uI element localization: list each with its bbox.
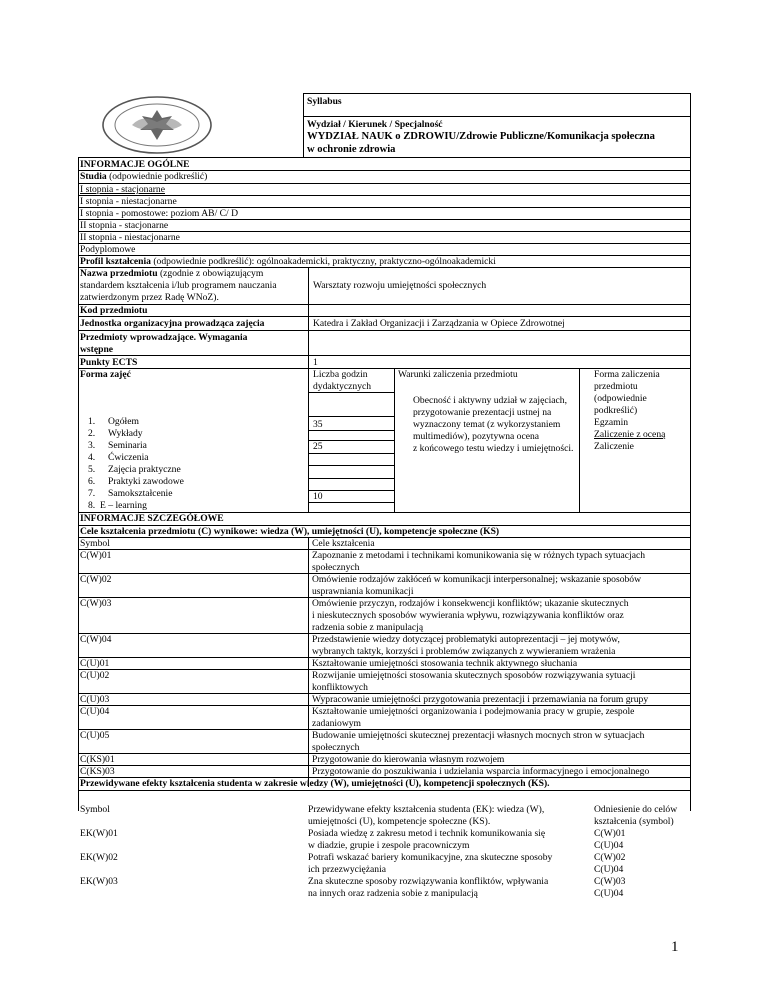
- goals-title: Cele kształcenia przedmiotu (C) wynikowe: wiedza (W), umiejętności (U), kompetencje społeczne (KS): [80, 526, 500, 537]
- form-num-6: 6.: [88, 476, 96, 487]
- general-info-title: INFORMACJE OGÓLNE: [80, 159, 190, 170]
- hours-total: 35: [313, 419, 323, 430]
- form-name-3: Seminaria: [108, 440, 147, 451]
- effect-text: ich przezwyciężania: [308, 864, 387, 875]
- effects-ref-header-1: Odniesienie do celów: [594, 804, 678, 815]
- credit-form-header-4: podkreślić): [594, 405, 638, 416]
- hours-header-2: dydaktycznych: [313, 381, 372, 392]
- faculty-label: Wydział / Kierunek / Specjalność: [307, 119, 443, 130]
- effect-symbol: EK(W)02: [80, 852, 118, 863]
- form-name-5: Zajęcia praktyczne: [108, 464, 181, 475]
- goal-symbol: C(U)03: [80, 694, 110, 705]
- goal-symbol: C(U)05: [80, 730, 110, 741]
- course-name-value: Warsztaty rozwoju umiejętności społecznych: [313, 280, 487, 291]
- goal-text: Kształtowanie umiejętności stosowania technik aktywnego słuchania: [312, 658, 578, 669]
- goal-text: radzenia sobie z manipulacją: [312, 622, 424, 633]
- study-option-1[interactable]: I stopnia - stacjonarne: [80, 184, 165, 195]
- form-name-8: E – learning: [100, 500, 147, 511]
- unit-label: Jednostka organizacyjna prowadząca zajęcia: [80, 318, 265, 329]
- goal-text: konfliktowych: [312, 682, 368, 693]
- hours-self-study: 10: [313, 491, 323, 502]
- goal-text: i nieskutecznych sposobów wywierania wpływu, rozwiązywania konfliktów oraz: [312, 610, 624, 621]
- effect-ref: C(W)03: [594, 876, 626, 887]
- course-code-label: Kod przedmiotu: [80, 305, 148, 316]
- form-num-1: 1.: [88, 416, 96, 427]
- goal-text: społecznych: [312, 742, 360, 753]
- goal-text: Przygotowanie do kierowania własnym rozwojem: [312, 754, 505, 765]
- goal-text: zadaniowym: [312, 718, 362, 729]
- effects-ref-header-2: kształcenia (symbol): [594, 816, 674, 827]
- profile-row: Profil kształcenia (odpowiednie podkreślić): ogólnoakademicki, praktyczny, praktyczno-ogólnoakademicki: [80, 256, 496, 267]
- course-name-note-2: standardem kształcenia i/lub programem nauczania: [80, 280, 277, 291]
- goal-symbol: C(W)04: [80, 634, 112, 645]
- detailed-info-title: INFORMACJE SZCZEGÓŁOWE: [80, 513, 224, 524]
- form-name-7: Samokształcenie: [108, 488, 173, 499]
- hours-header-1: Liczba godzin: [313, 369, 368, 380]
- faculty-line-2: w ochronie zdrowia: [307, 144, 396, 155]
- goal-symbol: C(U)04: [80, 706, 110, 717]
- effect-ref: C(U)04: [594, 840, 624, 851]
- goal-text: Przedstawienie wiedzy dotyczącej problematyki autoprezentacji – jej motywów,: [312, 634, 620, 645]
- study-option-3[interactable]: I stopnia - pomostowe: poziom AB/ C/ D: [80, 208, 239, 219]
- effect-ref: C(U)04: [594, 864, 624, 875]
- study-option-5[interactable]: II stopnia - niestacjonarne: [80, 232, 180, 243]
- conditions-line-3: wyznaczony temat (z wykorzystaniem: [413, 419, 561, 430]
- goal-text: Kształtowanie umiejętności organizowania i podejmowania pracy w grupie, zespole: [312, 706, 635, 717]
- study-option-6[interactable]: Podyplomowe: [80, 244, 136, 255]
- goal-text: Budowanie umiejętności skutecznej prezentacji własnych mocnych stron w sytuacjach: [312, 730, 645, 741]
- prereq-line-2: wstępne: [80, 344, 114, 355]
- form-name-6: Praktyki zawodowe: [108, 476, 184, 487]
- ects-value: 1: [313, 357, 318, 368]
- form-name-2: Wykłady: [108, 428, 143, 439]
- form-num-3: 3.: [88, 440, 96, 451]
- hours-seminars: 25: [313, 441, 323, 452]
- university-seal-logo: [102, 96, 212, 154]
- credit-form-pass[interactable]: Zaliczenie: [594, 441, 634, 452]
- ects-label: Punkty ECTS: [80, 357, 138, 368]
- effects-desc-header-1: Przewidywane efekty kształcenia studenta (EK): wiedza (W),: [308, 804, 545, 815]
- form-num-8: 8.: [88, 500, 96, 511]
- forms-label: Forma zajęć: [80, 369, 131, 380]
- study-option-2[interactable]: I stopnia - niestacjonarne: [80, 196, 177, 207]
- goal-symbol: C(W)03: [80, 598, 112, 609]
- conditions-header: Warunki zaliczenia przedmiotu: [398, 369, 518, 380]
- goal-text: Rozwijanie umiejętności stosowania skutecznych sposobów rozwiązywania sytuacji: [312, 670, 636, 681]
- conditions-line-1: Obecność i aktywny udział w zajęciach,: [413, 395, 567, 406]
- effects-desc-header-2: umiejętności (U), kompetencje społeczne (KS).: [308, 816, 491, 827]
- effect-ref: C(W)01: [594, 828, 626, 839]
- course-name-note-3: zatwierdzonym przez Radę WNoZ).: [80, 292, 219, 303]
- form-num-4: 4.: [88, 452, 96, 463]
- form-name-1: Ogółem: [108, 416, 139, 427]
- form-num-7: 7.: [88, 488, 96, 499]
- goals-desc-header: Cele kształcenia: [312, 538, 375, 549]
- effects-title: Przewidywane efekty kształcenia studenta w zakresie wiedzy (W), umiejętności (U), kompetencji społecznych (KS).: [80, 778, 550, 789]
- effect-text: w diadzie, grupie i zespole pracowniczym: [308, 840, 470, 851]
- goal-text: usprawniania komunikacji: [312, 586, 414, 597]
- effect-text: Zna skuteczne sposoby rozwiązywania konfliktów, wpływania: [308, 876, 549, 887]
- conditions-line-5: z końcowego testu wiedzy i umiejętności.: [413, 443, 574, 454]
- credit-form-exam[interactable]: Egzamin: [594, 417, 629, 428]
- credit-form-graded[interactable]: Zaliczenie z oceną: [594, 429, 666, 440]
- effect-text: Posiada wiedzę z zakresu metod i technik komunikowania się: [308, 828, 546, 839]
- effect-text: Potrafi wskazać bariery komunikacyjne, zna skuteczne sposoby: [308, 852, 553, 863]
- effect-text: na innych oraz radzenia sobie z manipulacją: [308, 888, 478, 899]
- form-num-5: 5.: [88, 464, 96, 475]
- unit-value: Katedra i Zakład Organizacji i Zarządzania w Opiece Zdrowotnej: [313, 318, 565, 329]
- goal-text: społecznych: [312, 562, 360, 573]
- credit-form-header-2: przedmiotu: [594, 381, 638, 392]
- goals-symbol-header: Symbol: [80, 538, 110, 549]
- goal-text: Zapoznanie z metodami i technikami komunikowania się w różnych typach sytuacjach: [312, 550, 646, 561]
- effect-symbol: EK(W)03: [80, 876, 118, 887]
- prereq-line-1: Przedmioty wprowadzające. Wymagania: [80, 332, 248, 343]
- form-name-4: Ćwiczenia: [108, 452, 149, 463]
- effect-ref: C(W)02: [594, 852, 626, 863]
- goal-symbol: C(KS)03: [80, 766, 115, 777]
- syllabus-title: Syllabus: [307, 96, 342, 107]
- goal-symbol: C(KS)01: [80, 754, 115, 765]
- goal-text: wybranych taktyk, korzyści i problemów związanych z wywieraniem wrażenia: [312, 646, 616, 657]
- studia-label-row: Studia (odpowiednie podkreślić): [80, 171, 208, 182]
- faculty-line-1: WYDZIAŁ NAUK o ZDROWIU/Zdrowie Publiczne/Komunikacja społeczna: [307, 131, 655, 142]
- credit-form-header-1: Forma zaliczenia: [594, 369, 660, 380]
- goal-symbol: C(W)01: [80, 550, 112, 561]
- effect-symbol: EK(W)01: [80, 828, 118, 839]
- goal-text: Omówienie przyczyn, rodzajów i konsekwencji konfliktów; ukazanie skutecznych: [312, 598, 629, 609]
- course-name-label-row: Nazwa przedmiotu (zgodnie z obowiązującym: [80, 268, 264, 279]
- conditions-line-4: multimediów), pozytywna ocena: [413, 431, 540, 442]
- form-num-2: 2.: [88, 428, 96, 439]
- study-option-4[interactable]: II stopnia - stacjonarne: [80, 220, 169, 231]
- credit-form-header-3: (odpowiednie: [594, 393, 647, 404]
- conditions-line-2: przygotowanie prezentacji ustnej na: [413, 407, 552, 418]
- goal-text: Przygotowanie do poszukiwania i udzielania wsparcia informacyjnego i emocjonalnego: [312, 766, 650, 777]
- goal-symbol: C(U)01: [80, 658, 110, 669]
- page-number: 1: [671, 939, 679, 955]
- effect-ref: C(U)04: [594, 888, 624, 899]
- goal-text: Wypracowanie umiejętności przygotowania prezentacji i przemawiania na forum grupy: [312, 694, 649, 705]
- effects-symbol-header: Symbol: [80, 804, 110, 815]
- goal-symbol: C(W)02: [80, 574, 112, 585]
- goal-text: Omówienie rodzajów zakłóceń w komunikacji interpersonalnej; wskazanie sposobów: [312, 574, 642, 585]
- goal-symbol: C(U)02: [80, 670, 110, 681]
